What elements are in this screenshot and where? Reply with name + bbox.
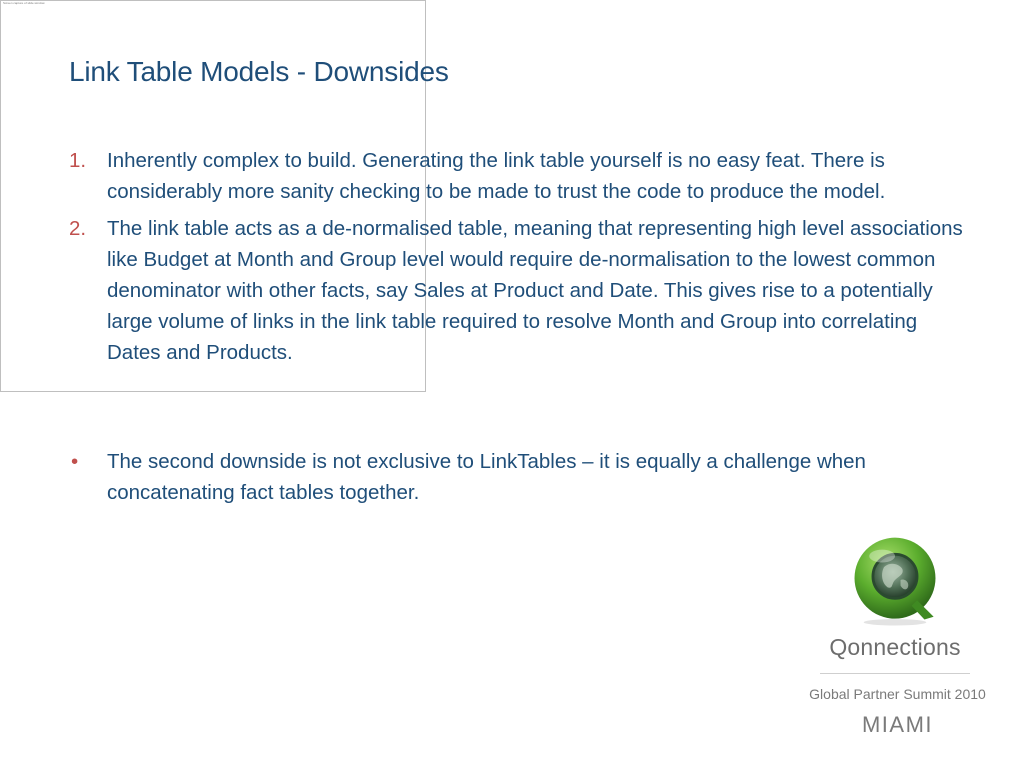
slide-content	[69, 145, 974, 514]
bullet-item-1	[69, 446, 974, 508]
overlay-caption: Screen capture of slide window	[3, 1, 45, 5]
slide-title: Link Table Models - Downsides	[69, 56, 449, 87]
item-text: The link table acts as a de-normalised table, meaning that representing high level associations like Budget at Month and Group level would require de-normalisation to the lowest common denominator with other facts, say Sales at Product and Date. This gives rise to a potentially large volume of links in the link table required to resolve Month and Group into correlating Dates and Products.	[107, 217, 963, 364]
spacer	[69, 374, 974, 446]
item-number: 1.	[69, 149, 87, 172]
qonnections-logo	[800, 530, 1010, 760]
item-text: The second downside is not exclusive to LinkTables – it is equally a challenge when concatenating fact tables together.	[107, 450, 866, 504]
item-number: 2.	[69, 217, 87, 240]
logo-divider	[820, 673, 970, 674]
bullet-marker: •	[71, 450, 79, 473]
globe-icon	[849, 534, 941, 626]
item-text: Inherently complex to build. Generating the link table yourself is no easy feat. There is considerably more sanity checking to be made to trust the code to produce the model.	[107, 149, 886, 203]
numbered-item-1	[69, 145, 974, 207]
numbered-item-2	[69, 213, 974, 368]
logo-subtitle: Global Partner Summit 2010	[809, 686, 986, 702]
logo-city: MIAMI	[861, 712, 934, 737]
logo-brand-text: Qonnections	[829, 634, 961, 660]
